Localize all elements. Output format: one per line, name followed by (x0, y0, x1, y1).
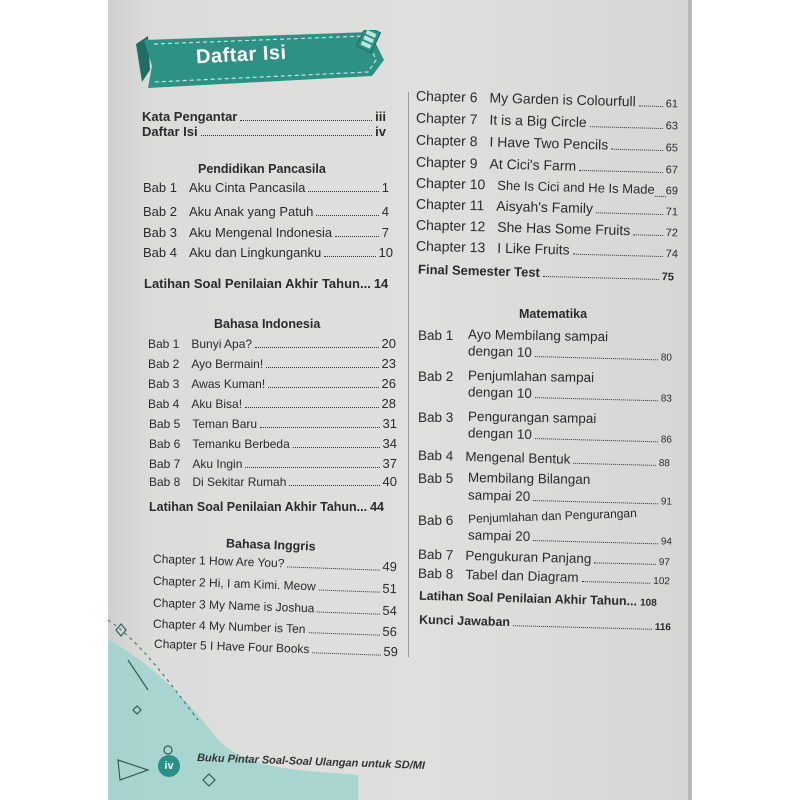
toc-number: Chapter 7 (415, 109, 478, 128)
toc-page: 65 (665, 142, 679, 155)
toc-title: Aku Bisa! (191, 397, 243, 411)
toc-title: Di Sekitar Rumah (192, 475, 287, 489)
toc-row (149, 416, 397, 431)
toc-title: She Has Some Fruits (497, 218, 631, 239)
toc-page: 61 (665, 98, 679, 111)
toc-page: 83 (660, 393, 673, 405)
toc-page: 91 (660, 496, 673, 508)
math-bab-2-label: Bab 2 (418, 369, 454, 384)
toc-title: Aku Anak yang Patuh (188, 204, 314, 219)
section-heading-bahasa-inggris: Bahasa Inggris (225, 536, 316, 554)
toc-page: 88 (658, 458, 671, 470)
toc-title: I Have Two Pencils (489, 133, 609, 153)
toc-page: 63 (665, 120, 679, 133)
toc-title: Aku Ingin (192, 457, 243, 471)
toc-page: 54 (382, 602, 398, 619)
footer-doodle-decoration (108, 600, 358, 800)
toc-title: Bunyi Apa? (191, 337, 253, 351)
toc-title: Chapter 5 I Have Four Books (153, 636, 310, 657)
page-number-badge: iv (158, 755, 180, 777)
toc-title: Aisyah's Family (496, 197, 594, 217)
toc-page: 56 (382, 623, 398, 640)
toc-title: She Is Cici and He Is Made (497, 177, 655, 197)
toc-title: Mengenal Bentuk (465, 448, 571, 467)
toc-title: It is a Big Circle (489, 111, 587, 131)
toc-title: Temanku Berbeda (192, 437, 290, 451)
toc-row (148, 396, 396, 411)
toc-page: 116 (654, 621, 672, 634)
toc-number: Bab 8 (417, 565, 454, 582)
toc-title: Final Semester Test (417, 261, 541, 280)
toc-row (149, 456, 397, 471)
toc-title: Ayo Bermain! (191, 357, 264, 371)
toc-row-latihan-pancasila (144, 276, 394, 291)
toc-title: Tabel dan Diagram (465, 566, 579, 585)
section-heading-bahasa-indonesia: Bahasa Indonesia (214, 317, 321, 331)
math-bab-2-title: Penjumlahan sampai (467, 367, 595, 386)
toc-number: Bab 4 (143, 245, 177, 260)
math-bab-6-label: Bab 6 (418, 513, 454, 528)
toc-title: At Cici's Farm (489, 155, 577, 174)
toc-title: Chapter 2 Hi, I am Kimi. Meow (152, 573, 316, 594)
toc-page: 49 (382, 558, 398, 575)
toc-row (149, 474, 397, 489)
toc-number: Bab 4 (417, 447, 454, 464)
toc-title: Chapter 3 My Name is Joshua (152, 595, 315, 616)
toc-page: 1 (381, 180, 389, 195)
page-title: Daftar Isi (195, 41, 288, 69)
toc-title-continued: sampai 20 (467, 527, 531, 544)
toc-page: iv (375, 124, 386, 139)
toc-number: Bab 2 (148, 357, 180, 371)
toc-page: 44 (370, 500, 384, 514)
toc-title: Chapter 1 How Are You? (152, 551, 285, 571)
toc-number: Chapter 12 (415, 216, 486, 235)
toc-title: Aku dan Lingkunganku (188, 245, 322, 260)
toc-page: 67 (665, 164, 679, 177)
toc-row (143, 204, 389, 219)
math-bab-3-title: Pengurangan sampai (467, 408, 597, 427)
toc-row (148, 356, 396, 371)
toc-title: Latihan Soal Penilaian Akhir Tahun... (418, 588, 638, 609)
toc-number: Chapter 8 (415, 131, 478, 150)
toc-row (143, 180, 389, 195)
toc-title-continued: dengan 10 (467, 425, 533, 442)
toc-page: 31 (382, 416, 397, 431)
toc-page: 72 (665, 227, 679, 240)
toc-title: Latihan Soal Penilaian Akhir Tahun... (144, 276, 371, 291)
toc-number: Bab 3 (148, 377, 180, 391)
page-edge (688, 0, 692, 800)
toc-page: 97 (658, 557, 671, 569)
toc-title: Aku Mengenal Indonesia (188, 225, 333, 240)
toc-page: 40 (382, 474, 397, 489)
toc-number: Chapter 6 (415, 87, 478, 106)
toc-page: 102 (653, 575, 671, 588)
toc-page: 86 (660, 434, 673, 446)
toc-page: iii (375, 109, 386, 124)
toc-number: Bab 7 (417, 546, 454, 563)
toc-number: Bab 4 (148, 397, 180, 411)
section-heading-pancasila: Pendidikan Pancasila (198, 162, 326, 176)
toc-page: 23 (381, 356, 396, 371)
toc-page: 71 (665, 206, 679, 219)
math-bab-1-title: Ayo Membilang sampai (467, 326, 609, 345)
toc-page: 28 (381, 396, 396, 411)
toc-page: 7 (381, 225, 389, 240)
math-bab-3-label: Bab 3 (418, 410, 454, 425)
toc-page: 51 (382, 580, 398, 597)
toc-number: Bab 1 (143, 180, 177, 195)
toc-title: Teman Baru (192, 417, 258, 431)
toc-page: 108 (639, 597, 657, 609)
toc-title: Latihan Soal Penilaian Akhir Tahun... (149, 500, 368, 514)
toc-row-daftar-isi (142, 124, 386, 139)
toc-title: Daftar Isi (142, 124, 198, 139)
toc-title: My Garden is Colourfull (489, 89, 636, 110)
toc-row (143, 245, 393, 260)
section-heading-matematika: Matematika (519, 307, 588, 321)
toc-page: 80 (660, 352, 673, 364)
toc-page: 34 (382, 436, 397, 451)
toc-title: Chapter 4 My Number is Ten (152, 616, 306, 637)
toc-page: 59 (383, 643, 399, 660)
footer-book-title: Buku Pintar Soal-Soal Ulangan untuk SD/MI (196, 752, 426, 772)
toc-title: Aku Cinta Pancasila (188, 180, 306, 195)
toc-page: 74 (665, 248, 679, 261)
toc-page: 94 (660, 536, 673, 548)
toc-page: 37 (382, 456, 397, 471)
column-divider (408, 92, 409, 657)
toc-row (148, 376, 396, 391)
math-bab-5-label: Bab 5 (418, 471, 454, 486)
toc-number: Bab 6 (149, 437, 181, 451)
toc-number: Chapter 9 (415, 153, 478, 172)
toc-title: Kata Pengantar (142, 109, 238, 124)
toc-row-latihan-indonesia (149, 500, 399, 514)
toc-page: 20 (381, 336, 396, 351)
toc-title: Kunci Jawaban (418, 612, 511, 630)
toc-number: Chapter 10 (415, 174, 486, 193)
toc-row (143, 225, 389, 240)
toc-number: Chapter 11 (415, 195, 485, 214)
toc-page: 26 (381, 376, 396, 391)
toc-number: Bab 7 (149, 457, 181, 471)
toc-page: 10 (378, 245, 393, 260)
toc-number: Chapter 13 (415, 237, 486, 256)
toc-page: 14 (373, 276, 389, 291)
toc-number: Bab 5 (149, 417, 181, 431)
toc-page: 4 (381, 204, 389, 219)
toc-title: I Like Fruits (497, 239, 570, 258)
toc-title-continued: sampai 20 (467, 487, 531, 504)
math-bab-1-label: Bab 1 (418, 328, 454, 343)
toc-title-continued: dengan 10 (467, 343, 533, 360)
toc-number: Bab 8 (149, 475, 181, 489)
toc-title-continued: dengan 10 (467, 384, 533, 401)
toc-row (149, 436, 397, 451)
toc-page: 75 (661, 271, 675, 284)
math-bab-6-title: Penjumlahan dan Pengurangan (467, 506, 638, 526)
toc-number: Bab 3 (143, 225, 177, 240)
toc-page: 69 (665, 185, 679, 198)
toc-row-kata-pengantar (142, 109, 386, 124)
toc-number: Bab 2 (143, 204, 177, 219)
toc-number: Bab 1 (148, 337, 180, 351)
toc-title: Awas Kuman! (191, 377, 266, 391)
toc-title: Pengukuran Panjang (465, 547, 592, 567)
math-bab-5-title: Membilang Bilangan (467, 469, 591, 488)
toc-row (148, 336, 396, 351)
